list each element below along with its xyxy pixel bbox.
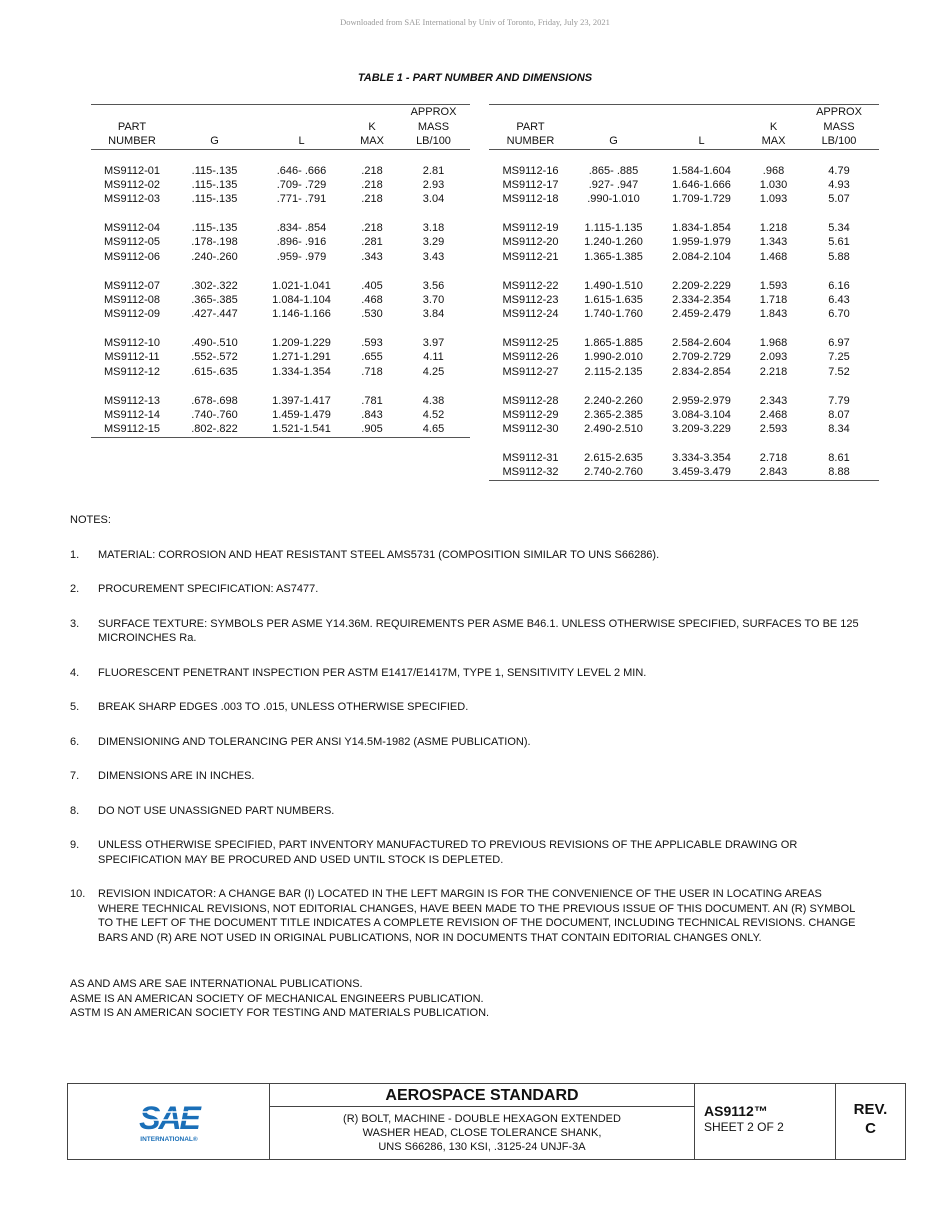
- g-cell: 2.365-2.385: [584, 408, 643, 421]
- part-number-cell: MS9112-09: [103, 308, 161, 321]
- note-text: DIMENSIONING AND TOLERANCING PER ANSI Y14.5M-1982 (ASME PUBLICATION).: [98, 735, 531, 748]
- g-header: [572, 105, 655, 120]
- note-text: DO NOT USE UNASSIGNED PART NUMBERS.: [98, 804, 335, 817]
- note-text: REVISION INDICATOR: A CHANGE BAR (I) LOCATED IN THE LEFT MARGIN IS FOR THE CONVENIENCE OF THE USER IN LOCATING AREAS WHERE TECHNICAL REVISIONS, NOT EDITORIAL CHANGES, HAVE BEEN MADE TO THE PREVIOUS ISSUE OF THIS DOCUMENT. AN (R) SYMBOL TO THE LEFT OF THE DOCUMENT TITLE INDICATES A COMPLETE REVISION OF THE DOCUMENT, INCLUDING TECHNICAL REVISIONS. CHANGE BARS AND (R) ARE NOT USED IN ORIGINAL PUBLICATIONS, NOR IN DOCUMENTS THAT CONTAIN EDITORIAL CHANGES ONLY.: [98, 888, 856, 944]
- table-row: [489, 149, 879, 178]
- k-max-cell: 1.030: [759, 178, 788, 191]
- note-number: 1.: [70, 548, 80, 561]
- l-cell: 3.209-3.229: [672, 423, 731, 436]
- publication-line: AS AND AMS ARE SAE INTERNATIONAL PUBLICATIONS.: [70, 978, 363, 990]
- part-number-cell: MS9112-22: [502, 279, 559, 292]
- g-cell: 1.240-1.260: [584, 236, 643, 249]
- note-number: 9.: [70, 839, 80, 851]
- k-max-cell: 1.093: [759, 193, 788, 206]
- note-item: [70, 804, 860, 819]
- mass-cell: 2.81: [422, 164, 445, 177]
- note-item: [70, 887, 860, 945]
- l-cell: 1.021-1.041: [272, 279, 331, 292]
- l-cell: 2.084-2.104: [672, 250, 731, 263]
- part-number-header: PART: [117, 120, 147, 133]
- g-cell: 1.615-1.635: [584, 293, 643, 306]
- note-number: 6.: [70, 735, 80, 748]
- mass-cell: 4.25: [422, 365, 445, 378]
- table-row: [489, 264, 879, 293]
- part-number-cell: MS9112-12: [103, 365, 161, 378]
- k-max-header: [347, 105, 397, 120]
- mass-cell: 3.97: [422, 337, 445, 350]
- mass-cell: 8.61: [828, 452, 850, 465]
- table-row: [91, 350, 470, 364]
- notes-title: NOTES:: [70, 514, 111, 526]
- l-cell: 1.209-1.229: [272, 337, 331, 350]
- part-table-right: [489, 104, 879, 481]
- l-cell: 1.959-1.979: [672, 236, 731, 249]
- document-number-cell: [695, 1084, 836, 1159]
- l-cell: .646- .666: [276, 164, 327, 177]
- g-cell: .990-1.010: [587, 193, 640, 206]
- note-text: DIMENSIONS ARE IN INCHES.: [98, 770, 255, 782]
- k-max-header: MAX: [360, 135, 384, 147]
- part-number-cell: MS9112-02: [103, 178, 161, 191]
- note-item: [70, 838, 860, 867]
- table-row: [91, 192, 470, 206]
- part-number-cell: MS9112-23: [502, 293, 559, 306]
- l-cell: .959- .979: [276, 250, 327, 263]
- k-max-cell: .530: [361, 308, 383, 321]
- l-cell: .896- .916: [276, 236, 327, 249]
- table-row: [91, 422, 470, 436]
- mass-cell: 4.52: [422, 408, 445, 421]
- l-cell: 1.834-1.854: [672, 222, 731, 235]
- note-text: FLUORESCENT PENETRANT INSPECTION PER ASTM E1417/E1417M, TYPE 1, SENSITIVITY LEVEL 2 MIN.: [98, 666, 647, 679]
- note-number: 3.: [70, 617, 80, 630]
- l-cell: 2.334-2.354: [672, 293, 731, 306]
- k-max-cell: .718: [361, 365, 383, 378]
- part-table-header: [91, 105, 470, 150]
- table-row: [489, 192, 879, 206]
- g-cell: .802-.822: [191, 423, 238, 436]
- k-max-cell: 1.968: [759, 337, 788, 350]
- table-row: [489, 293, 879, 307]
- revision-label: REV.: [853, 1101, 888, 1118]
- g-cell: 1.490-1.510: [584, 279, 643, 292]
- g-cell: 2.615-2.635: [584, 452, 643, 465]
- table-row: [489, 322, 879, 351]
- g-header: [572, 120, 655, 135]
- note-item: [70, 666, 860, 681]
- note-number: 5.: [70, 701, 80, 713]
- mass-header: LB/100: [821, 135, 857, 147]
- l-cell: 1.709-1.729: [672, 193, 731, 206]
- k-max-cell: .218: [361, 222, 383, 235]
- g-cell: .740-.760: [191, 408, 238, 421]
- k-max-cell: .781: [361, 394, 383, 407]
- l-cell: .771- .791: [276, 193, 327, 206]
- k-max-cell: 2.468: [759, 408, 788, 421]
- part-number-cell: MS9112-15: [103, 423, 161, 436]
- mass-header: APPROX: [816, 106, 862, 118]
- mass-cell: 7.79: [828, 394, 850, 407]
- mass-cell: 2.93: [422, 178, 445, 191]
- l-cell: 3.084-3.104: [672, 408, 731, 421]
- part-number-cell: MS9112-13: [103, 394, 161, 407]
- table-row: [489, 350, 879, 364]
- part-table-body: [489, 149, 879, 480]
- note-text: BREAK SHARP EDGES .003 TO .015, UNLESS OTHERWISE SPECIFIED.: [98, 701, 469, 713]
- mass-cell: 5.61: [828, 236, 850, 249]
- part-number-cell: MS9112-04: [103, 222, 161, 235]
- l-header: [256, 120, 347, 135]
- l-cell: 1.459-1.479: [272, 408, 331, 421]
- note-text: SURFACE TEXTURE: SYMBOLS PER ASME Y14.36M. REQUIREMENTS PER ASME B46.1. UNLESS OTHERWISE SPECIFIED, SURFACES TO BE 125 MICROINCHES Ra.: [98, 617, 859, 644]
- note-item: [70, 617, 860, 646]
- part-table-left: [91, 104, 470, 438]
- mass-cell: 7.25: [828, 351, 850, 364]
- part-number-cell: MS9112-32: [502, 466, 559, 479]
- l-header: [655, 105, 748, 120]
- part-number-cell: MS9112-29: [502, 408, 559, 421]
- part-number-cell: MS9112-25: [502, 337, 559, 350]
- note-item: [70, 735, 860, 750]
- table-row: [489, 422, 879, 436]
- table-row: [489, 178, 879, 192]
- part-number-cell: MS9112-05: [103, 236, 161, 249]
- g-header: G: [609, 135, 618, 147]
- title-block: [67, 1083, 906, 1160]
- mass-cell: 4.11: [423, 351, 444, 364]
- table-row: [91, 264, 470, 293]
- description-line: (R) BOLT, MACHINE - DOUBLE HEXAGON EXTENDED: [343, 1113, 621, 1125]
- note-number: 2.: [70, 583, 80, 595]
- note-item: [70, 582, 860, 597]
- note-item: [70, 700, 860, 715]
- mass-cell: 4.38: [422, 394, 445, 407]
- mass-cell: 8.88: [828, 466, 850, 479]
- part-number-cell: MS9112-17: [502, 178, 559, 191]
- l-cell: 2.459-2.479: [672, 308, 731, 321]
- part-number-cell: MS9112-03: [103, 193, 161, 206]
- g-cell: .678-.698: [191, 394, 238, 407]
- part-number-cell: MS9112-31: [502, 452, 559, 465]
- note-number: 8.: [70, 804, 80, 817]
- mass-cell: 3.43: [422, 250, 445, 263]
- mass-cell: 8.34: [828, 423, 850, 436]
- table-row: [91, 293, 470, 307]
- g-cell: .552-.572: [191, 351, 238, 364]
- document-description: [270, 1107, 694, 1159]
- note-text: UNLESS OTHERWISE SPECIFIED, PART INVENTORY MANUFACTURED TO PREVIOUS REVISIONS OF THE APPLICABLE DRAWING OR SPECIFICATION MAY BE PROCURED AND USED UNTIL STOCK IS DEPLETED.: [98, 839, 798, 866]
- l-cell: 2.834-2.854: [672, 365, 731, 378]
- g-cell: 2.115-2.135: [584, 365, 643, 378]
- table-row: [91, 365, 470, 379]
- part-number-cell: MS9112-16: [502, 164, 559, 177]
- table-row: [489, 408, 879, 422]
- g-cell: .178-.198: [191, 236, 238, 249]
- part-number-cell: MS9112-20: [502, 236, 559, 249]
- sae-logo-icon: [129, 1099, 209, 1145]
- l-cell: 1.271-1.291: [272, 351, 331, 364]
- mass-cell: 5.34: [828, 222, 850, 235]
- table-row: [91, 149, 470, 178]
- part-number-cell: MS9112-11: [104, 351, 160, 364]
- g-cell: .302-.322: [191, 279, 238, 292]
- mass-header: MASS: [417, 120, 450, 133]
- k-max-cell: .218: [361, 164, 383, 177]
- k-max-cell: .655: [361, 351, 383, 364]
- table-row: [489, 465, 879, 479]
- note-number: 10.: [70, 888, 86, 900]
- g-cell: 2.740-2.760: [584, 466, 643, 479]
- k-max-cell: .405: [361, 279, 383, 292]
- g-cell: 1.365-1.385: [584, 250, 643, 263]
- mass-cell: 4.79: [828, 164, 850, 177]
- table-row: [489, 379, 879, 408]
- mass-header: MASS: [823, 120, 855, 133]
- mass-cell: 3.56: [422, 279, 445, 292]
- publication-line: ASTM IS AN AMERICAN SOCIETY FOR TESTING AND MATERIALS PUBLICATION.: [70, 1007, 490, 1019]
- table-row: [489, 437, 879, 466]
- k-max-cell: .343: [361, 250, 383, 263]
- g-cell: 1.865-1.885: [584, 337, 643, 350]
- k-max-cell: .218: [361, 193, 383, 206]
- part-number-cell: MS9112-26: [502, 351, 559, 364]
- l-cell: 2.959-2.979: [672, 394, 731, 407]
- l-cell: 3.459-3.479: [672, 466, 731, 479]
- g-header: G: [210, 135, 219, 147]
- description-line: UNS S66286, 130 KSI, .3125-24 UNJF-3A: [378, 1141, 586, 1153]
- k-max-cell: 2.093: [759, 351, 788, 364]
- table-row: [91, 250, 470, 264]
- k-max-cell: .905: [361, 423, 383, 436]
- table-row: [489, 365, 879, 379]
- table-row: [91, 408, 470, 422]
- k-max-cell: .468: [361, 293, 383, 306]
- mass-cell: 6.97: [828, 337, 850, 350]
- l-cell: 1.146-1.166: [272, 308, 331, 321]
- k-max-cell: 1.593: [759, 279, 788, 292]
- part-table-body: [91, 149, 470, 437]
- part-number-cell: MS9112-14: [103, 408, 161, 421]
- mass-cell: 6.43: [828, 293, 850, 306]
- l-cell: 1.521-1.541: [272, 423, 331, 436]
- l-header: L: [298, 135, 305, 147]
- part-number-cell: MS9112-27: [502, 365, 559, 378]
- mass-cell: 3.04: [422, 193, 445, 206]
- k-max-cell: 2.343: [759, 394, 788, 407]
- mass-cell: 3.84: [422, 308, 445, 321]
- g-cell: .115-.135: [191, 178, 238, 191]
- mass-cell: 3.70: [422, 293, 445, 306]
- k-max-cell: 2.843: [759, 466, 788, 479]
- k-max-cell: 1.343: [759, 236, 788, 249]
- sheet-number: SHEET 2 OF 2: [704, 1120, 784, 1134]
- mass-cell: 5.07: [828, 193, 850, 206]
- sae-logo: [68, 1084, 270, 1159]
- l-header: [256, 105, 347, 120]
- l-cell: 2.584-2.604: [672, 337, 731, 350]
- k-max-header: K: [368, 120, 376, 133]
- g-cell: .240-.260: [191, 250, 238, 263]
- part-number-cell: MS9112-28: [502, 394, 559, 407]
- g-cell: .615-.635: [191, 365, 238, 378]
- table-row: [489, 235, 879, 249]
- part-number-cell: MS9112-18: [502, 193, 559, 206]
- publications-list: [70, 977, 489, 1021]
- part-number-cell: MS9112-10: [103, 337, 161, 350]
- part-number-cell: MS9112-30: [502, 423, 559, 436]
- logo-mark: SAE: [138, 1099, 199, 1136]
- note-item: [70, 769, 860, 784]
- k-max-cell: 2.718: [759, 452, 788, 465]
- k-max-cell: 2.218: [759, 365, 788, 378]
- document-type: AEROSPACE STANDARD: [270, 1084, 694, 1107]
- note-text: PROCUREMENT SPECIFICATION: AS7477.: [98, 583, 319, 595]
- g-cell: .865- .885: [588, 164, 639, 177]
- g-cell: 1.990-2.010: [584, 351, 643, 364]
- part-number-cell: MS9112-19: [502, 222, 559, 235]
- description-line: WASHER HEAD, CLOSE TOLERANCE SHANK,: [362, 1127, 602, 1139]
- g-cell: .427-.447: [191, 308, 238, 321]
- part-number-header: PART: [516, 120, 545, 133]
- logo-subtitle: INTERNATIONAL®: [139, 1135, 198, 1143]
- notes-section: [70, 513, 860, 965]
- table-row: [91, 322, 470, 351]
- g-cell: 2.490-2.510: [584, 423, 643, 436]
- mass-cell: 3.18: [422, 222, 445, 235]
- table-row: [91, 207, 470, 236]
- mass-cell: 4.65: [422, 423, 445, 436]
- table-row: [489, 250, 879, 264]
- part-number-header: [91, 105, 173, 120]
- part-number-cell: MS9112-07: [103, 279, 161, 292]
- k-max-cell: .218: [361, 178, 383, 191]
- mass-cell: 7.52: [828, 365, 850, 378]
- note-number: 4.: [70, 666, 80, 679]
- g-cell: 2.240-2.260: [584, 394, 643, 407]
- g-cell: 1.740-1.760: [584, 308, 643, 321]
- table-row: [489, 207, 879, 236]
- k-max-cell: .281: [361, 236, 383, 249]
- l-header: [655, 120, 748, 135]
- part-table-header: [489, 105, 879, 150]
- g-header: [173, 120, 256, 135]
- l-header: L: [698, 135, 705, 147]
- k-max-header: K: [769, 120, 778, 133]
- document-number: AS9112™: [704, 1103, 768, 1119]
- g-header: [173, 105, 256, 120]
- note-item: [70, 548, 860, 563]
- k-max-cell: .843: [361, 408, 383, 421]
- part-number-header: [489, 105, 572, 120]
- k-max-cell: .593: [361, 337, 383, 350]
- part-number-cell: MS9112-24: [502, 308, 559, 321]
- mass-header: LB/100: [416, 135, 451, 147]
- k-max-header: [748, 105, 799, 120]
- mass-cell: 8.07: [828, 408, 850, 421]
- revision-value: C: [865, 1120, 876, 1137]
- table-row: [91, 235, 470, 249]
- k-max-cell: 1.843: [759, 308, 788, 321]
- g-cell: .115-.135: [191, 222, 238, 235]
- l-cell: 1.584-1.604: [672, 164, 731, 177]
- table-row: [489, 307, 879, 321]
- part-number-header: NUMBER: [506, 135, 555, 147]
- l-cell: 2.209-2.229: [672, 279, 731, 292]
- download-watermark: Downloaded from SAE International by Univ of Toronto, Friday, July 23, 2021: [340, 17, 610, 27]
- g-cell: 1.115-1.135: [584, 222, 643, 235]
- revision-cell: [836, 1084, 905, 1159]
- table-row: [91, 178, 470, 192]
- k-max-cell: .968: [762, 164, 785, 177]
- mass-header: APPROX: [410, 106, 457, 118]
- l-cell: 2.709-2.729: [672, 351, 731, 364]
- k-max-header: MAX: [761, 135, 786, 147]
- publication-line: ASME IS AN AMERICAN SOCIETY OF MECHANICAL ENGINEERS PUBLICATION.: [70, 992, 484, 1005]
- part-number-cell: MS9112-01: [103, 164, 161, 177]
- mass-cell: 6.16: [828, 279, 850, 292]
- part-number-header: NUMBER: [108, 135, 156, 147]
- note-text: MATERIAL: CORROSION AND HEAT RESISTANT STEEL AMS5731 (COMPOSITION SIMILAR TO UNS S66286).: [98, 548, 660, 561]
- part-number-cell: MS9112-08: [103, 293, 161, 306]
- mass-cell: 4.93: [828, 178, 850, 191]
- g-cell: .115-.135: [191, 193, 238, 206]
- k-max-cell: 1.218: [759, 222, 788, 235]
- g-cell: .365-.385: [191, 293, 238, 306]
- k-max-cell: 2.593: [759, 423, 788, 436]
- k-max-cell: 1.718: [759, 293, 788, 306]
- mass-cell: 3.29: [422, 236, 445, 249]
- table-row: [91, 307, 470, 321]
- table-title: TABLE 1 - PART NUMBER AND DIMENSIONS: [357, 72, 593, 84]
- l-cell: 1.646-1.666: [672, 178, 731, 191]
- l-cell: 1.397-1.417: [272, 394, 331, 407]
- table-row: [91, 379, 470, 408]
- l-cell: .709- .729: [276, 178, 327, 191]
- l-cell: .834- .854: [276, 222, 327, 235]
- g-cell: .490-.510: [191, 337, 238, 350]
- mass-cell: 6.70: [828, 308, 850, 321]
- k-max-cell: 1.468: [759, 250, 788, 263]
- l-cell: 1.334-1.354: [272, 365, 331, 378]
- part-number-cell: MS9112-21: [502, 250, 559, 263]
- notes-list: [70, 548, 860, 946]
- mass-cell: 5.88: [828, 250, 850, 263]
- part-number-cell: MS9112-06: [103, 250, 161, 263]
- g-cell: .115-.135: [191, 164, 238, 177]
- title-center: [270, 1084, 695, 1159]
- note-number: 7.: [70, 770, 80, 782]
- l-cell: 3.334-3.354: [672, 452, 731, 465]
- l-cell: 1.084-1.104: [272, 293, 331, 306]
- g-cell: .927- .947: [588, 178, 639, 191]
